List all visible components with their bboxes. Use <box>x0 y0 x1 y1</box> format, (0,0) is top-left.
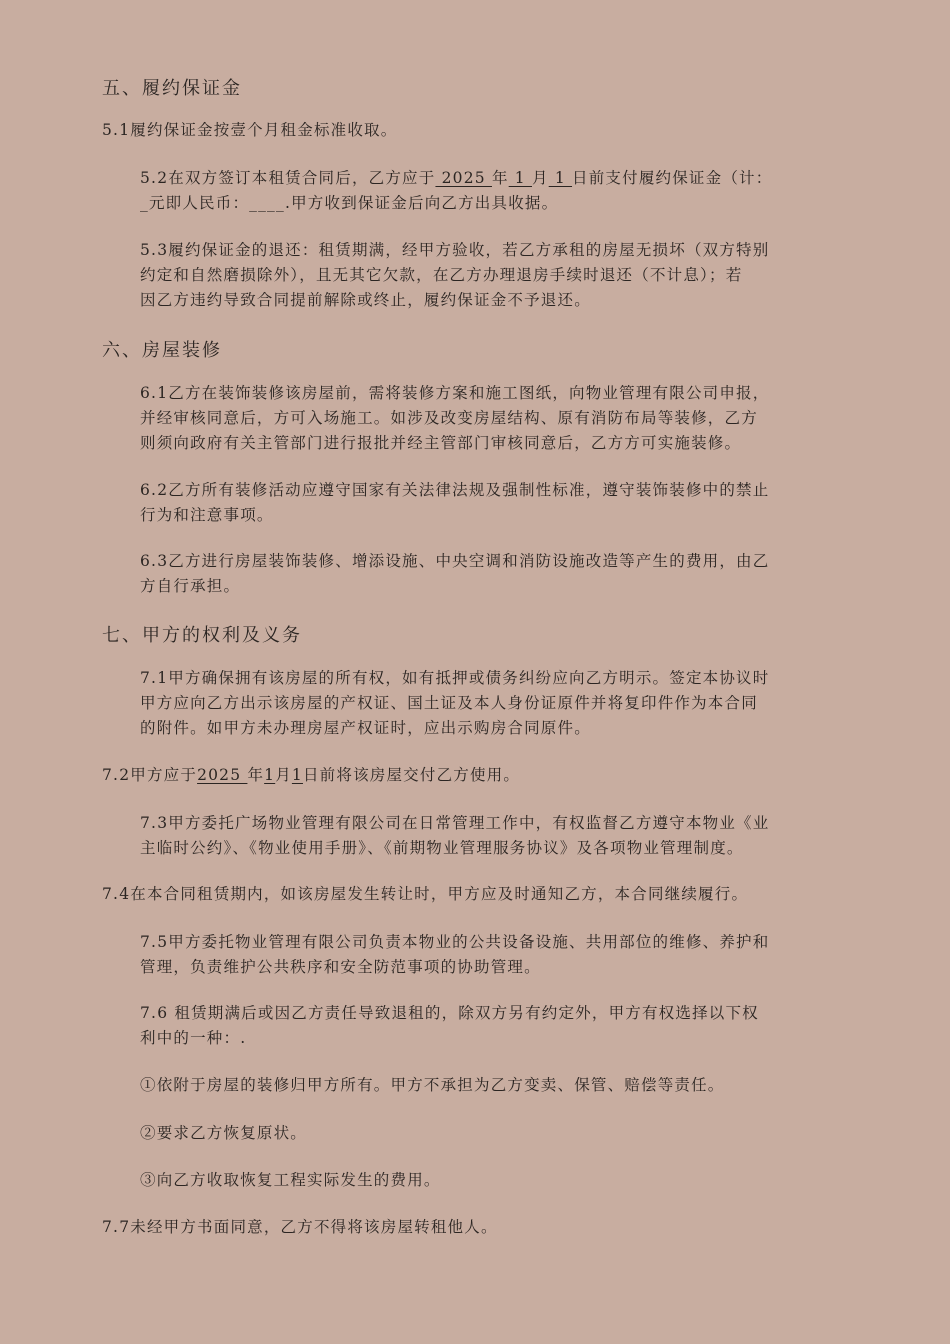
clause-5-3-line-2: 约定和自然磨损除外），且无其它欠款，在乙方办理退房手续时退还（不计息）；若 <box>140 266 743 284</box>
clause-7-5-line-2: 管理，负责维护公共秩序和安全防范事项的协助管理。 <box>140 958 541 976</box>
clause-7-2-line <box>102 763 520 788</box>
clause-7-7-text: 7.7未经甲方书面同意，乙方不得将该房屋转租他人。 <box>102 1218 498 1236</box>
clause-7-6 <box>140 1001 759 1051</box>
deposit-month-field: 1 <box>508 169 532 187</box>
clause-6-1-line-1: 6.1乙方在装饰装修该房屋前，需将装修方案和施工图纸，向物业管理有限公司申报， <box>140 384 770 402</box>
clause-6-2-line-2: 行为和注意事项。 <box>140 506 274 524</box>
clause-7-1-line-1: 7.1甲方确保拥有该房屋的所有权，如有抵押或债务纠纷应向乙方明示。签定本协议时 <box>140 669 770 687</box>
option-2 <box>140 1121 307 1146</box>
clause-5-2-line-2 <box>140 191 772 216</box>
month-label: 月 <box>275 766 292 784</box>
clause-7-3-line-2: 主临时公约》、《物业使用手册》、《前期物业管理服务协议》及各项物业管理制度。 <box>140 839 744 857</box>
clause-7-5 <box>140 930 769 980</box>
clause-5-3-line-3: 因乙方违约导致合同提前解除或终止，履约保证金不予退还。 <box>140 291 591 309</box>
clause-7-4 <box>102 882 748 907</box>
clause-7-6-line-2: 利中的一种：. <box>140 1029 247 1047</box>
clause-7-1 <box>140 666 769 741</box>
clause-7-4-text: 7.4在本合同租赁期内，如该房屋发生转让时，甲方应及时通知乙方，本合同继续履行。 <box>102 885 749 903</box>
clause-7-3 <box>140 811 769 861</box>
clause-5-2-text-f: .甲方收到保证金后向乙方出具收据。 <box>284 194 559 212</box>
section-6-heading: 六、房屋装修 <box>102 340 222 361</box>
section-5-heading: 五、履约保证金 <box>102 78 242 99</box>
clause-6-3 <box>140 549 769 599</box>
clause-7-2 <box>102 763 520 788</box>
year-label: 年 <box>247 766 265 784</box>
clause-6-3-line-1: 6.3乙方进行房屋装饰装修、增添设施、中央空调和消防设施改造等产生的费用，由乙 <box>140 552 770 570</box>
clause-6-3-line-2: 方自行承担。 <box>140 577 241 595</box>
clause-5-1-text: 5.1履约保证金按壹个月租金标准收取。 <box>102 121 398 139</box>
clause-5-1 <box>102 118 397 143</box>
deposit-day-field: 1 <box>548 169 573 187</box>
clause-6-1-line-2: 并经审核同意后，方可入场施工。如涉及改变房屋结构、原有消防布局等装修，乙方 <box>140 409 758 427</box>
section-7-heading: 七、甲方的权利及义务 <box>102 625 302 646</box>
clause-7-2-text-d: 日前将该房屋交付乙方使用。 <box>302 766 521 784</box>
clause-7-5-line-1: 7.5甲方委托物业管理有限公司负责本物业的公共设备设施、共用部位的维修、养护和 <box>140 933 770 951</box>
clause-6-1-line-3: 则须向政府有关主管部门进行报批并经主管部门审核同意后，乙方方可实施装修。 <box>140 434 742 452</box>
clause-7-1-line-3: 的附件。如甲方未办理房屋产权证时，应出示购房合同原件。 <box>140 719 591 737</box>
deposit-amount-blank: ____ <box>249 194 285 212</box>
month-label: 月 <box>532 169 549 187</box>
option-1-text: ①依附于房屋的装修归甲方所有。甲方不承担为乙方变卖、保管、赔偿等责任。 <box>140 1076 725 1094</box>
clause-5-2-line-1 <box>140 166 772 191</box>
clause-5-3 <box>140 238 769 313</box>
handover-year-field: 2025 <box>197 766 248 784</box>
option-1 <box>140 1073 725 1098</box>
clause-7-2-text-a: 7.2甲方应于 <box>102 766 198 784</box>
clause-5-2 <box>140 166 772 216</box>
clause-5-2-text-e: _元即人民币： <box>140 194 250 212</box>
option-2-text: ②要求乙方恢复原状。 <box>140 1124 308 1142</box>
clause-5-2-text-d: 日前支付履约保证金（计： <box>572 169 773 187</box>
option-3-text: ③向乙方收取恢复工程实际发生的费用。 <box>140 1171 441 1189</box>
clause-6-1 <box>140 381 769 456</box>
clause-5-2-text-a: 5.2在双方签订本租赁合同后，乙方应于 <box>140 169 436 187</box>
clause-7-7 <box>102 1215 498 1240</box>
option-3 <box>140 1168 441 1193</box>
clause-6-2-line-1: 6.2乙方所有装修活动应遵守国家有关法律法规及强制性标准，遵守装饰装修中的禁止 <box>140 481 770 499</box>
clause-6-2 <box>140 478 769 528</box>
clause-7-3-line-1: 7.3甲方委托广场物业管理有限公司在日常管理工作中，有权监督乙方遵守本物业《业 <box>140 814 770 832</box>
clause-7-6-line-1: 7.6 租赁期满后或因乙方责任导致退租的，除双方另有约定外，甲方有权选择以下权 <box>140 1004 759 1022</box>
handover-month-field: 1 <box>264 766 276 784</box>
clause-5-3-line-1: 5.3履约保证金的退还：租赁期满，经甲方验收，若乙方承租的房屋无损坏（双方特别 <box>140 241 770 259</box>
handover-day-field: 1 <box>291 766 303 784</box>
year-label: 年 <box>491 169 509 187</box>
deposit-year-field: 2025 <box>435 169 492 187</box>
clause-7-1-line-2: 甲方应向乙方出示该房屋的产权证、国土证及本人身份证原件并将复印件作为本合同 <box>140 694 758 712</box>
